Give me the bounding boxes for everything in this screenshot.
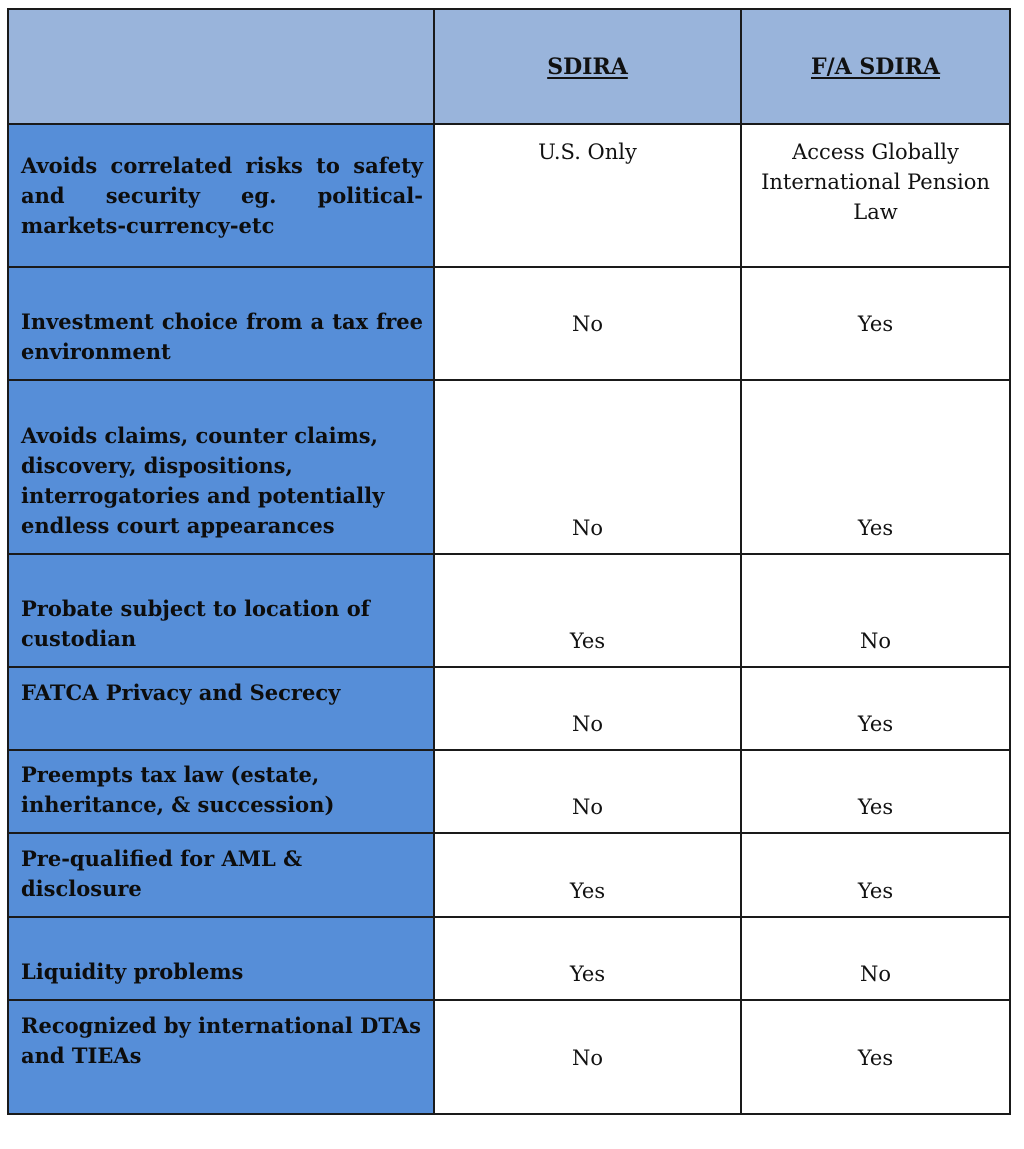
column-header-fa-sdira-label: F/A SDIRA	[811, 53, 940, 80]
fa-sdira-value: Yes	[741, 667, 1010, 750]
table-row	[8, 554, 1010, 667]
sdira-value: No	[434, 667, 741, 750]
row-label: Liquidity problems	[8, 917, 434, 1000]
row-label: Pre-qualified for AML & disclosure	[8, 833, 434, 917]
sdira-value: Yes	[434, 917, 741, 1000]
sdira-value: No	[434, 380, 741, 554]
fa-sdira-value: Yes	[741, 833, 1010, 917]
comparison-table	[7, 8, 1011, 1115]
row-label: FATCA Privacy and Secrecy	[8, 667, 434, 750]
sdira-value: Yes	[434, 833, 741, 917]
row-label: Recognized by international DTAs and TIEAs	[8, 1000, 434, 1114]
fa-sdira-value: Yes	[741, 380, 1010, 554]
fa-sdira-value: Yes	[741, 1000, 1010, 1114]
header-empty-cell	[8, 9, 434, 124]
row-label: Investment choice from a tax free environment	[8, 267, 434, 380]
column-header-fa-sdira	[741, 9, 1010, 124]
table-row	[8, 750, 1010, 833]
row-label: Probate subject to location of custodian	[8, 554, 434, 667]
row-label: Preempts tax law (estate, inheritance, & succession)	[8, 750, 434, 833]
table-row	[8, 380, 1010, 554]
table-row	[8, 267, 1010, 380]
fa-sdira-value: Yes	[741, 267, 1010, 380]
table-row	[8, 667, 1010, 750]
fa-sdira-value: No	[741, 917, 1010, 1000]
table-row	[8, 124, 1010, 267]
row-label: Avoids claims, counter claims, discovery, dispositions, interrogatories and potentially endless court appearances	[8, 380, 434, 554]
table-row	[8, 917, 1010, 1000]
sdira-value: No	[434, 750, 741, 833]
sdira-value: Yes	[434, 554, 741, 667]
sdira-value: No	[434, 1000, 741, 1114]
table-row	[8, 833, 1010, 917]
sdira-value: No	[434, 267, 741, 380]
table-header-row	[8, 9, 1010, 124]
table-row	[8, 1000, 1010, 1114]
fa-sdira-value: No	[741, 554, 1010, 667]
row-label: Avoids correlated risks to safety and security eg. political-markets-currency-etc	[8, 124, 434, 267]
fa-sdira-value: Yes	[741, 750, 1010, 833]
fa-sdira-value: Access Globally International Pension Law	[741, 124, 1010, 267]
column-header-sdira	[434, 9, 741, 124]
sdira-value: U.S. Only	[434, 124, 741, 267]
column-header-sdira-label: SDIRA	[547, 53, 628, 80]
